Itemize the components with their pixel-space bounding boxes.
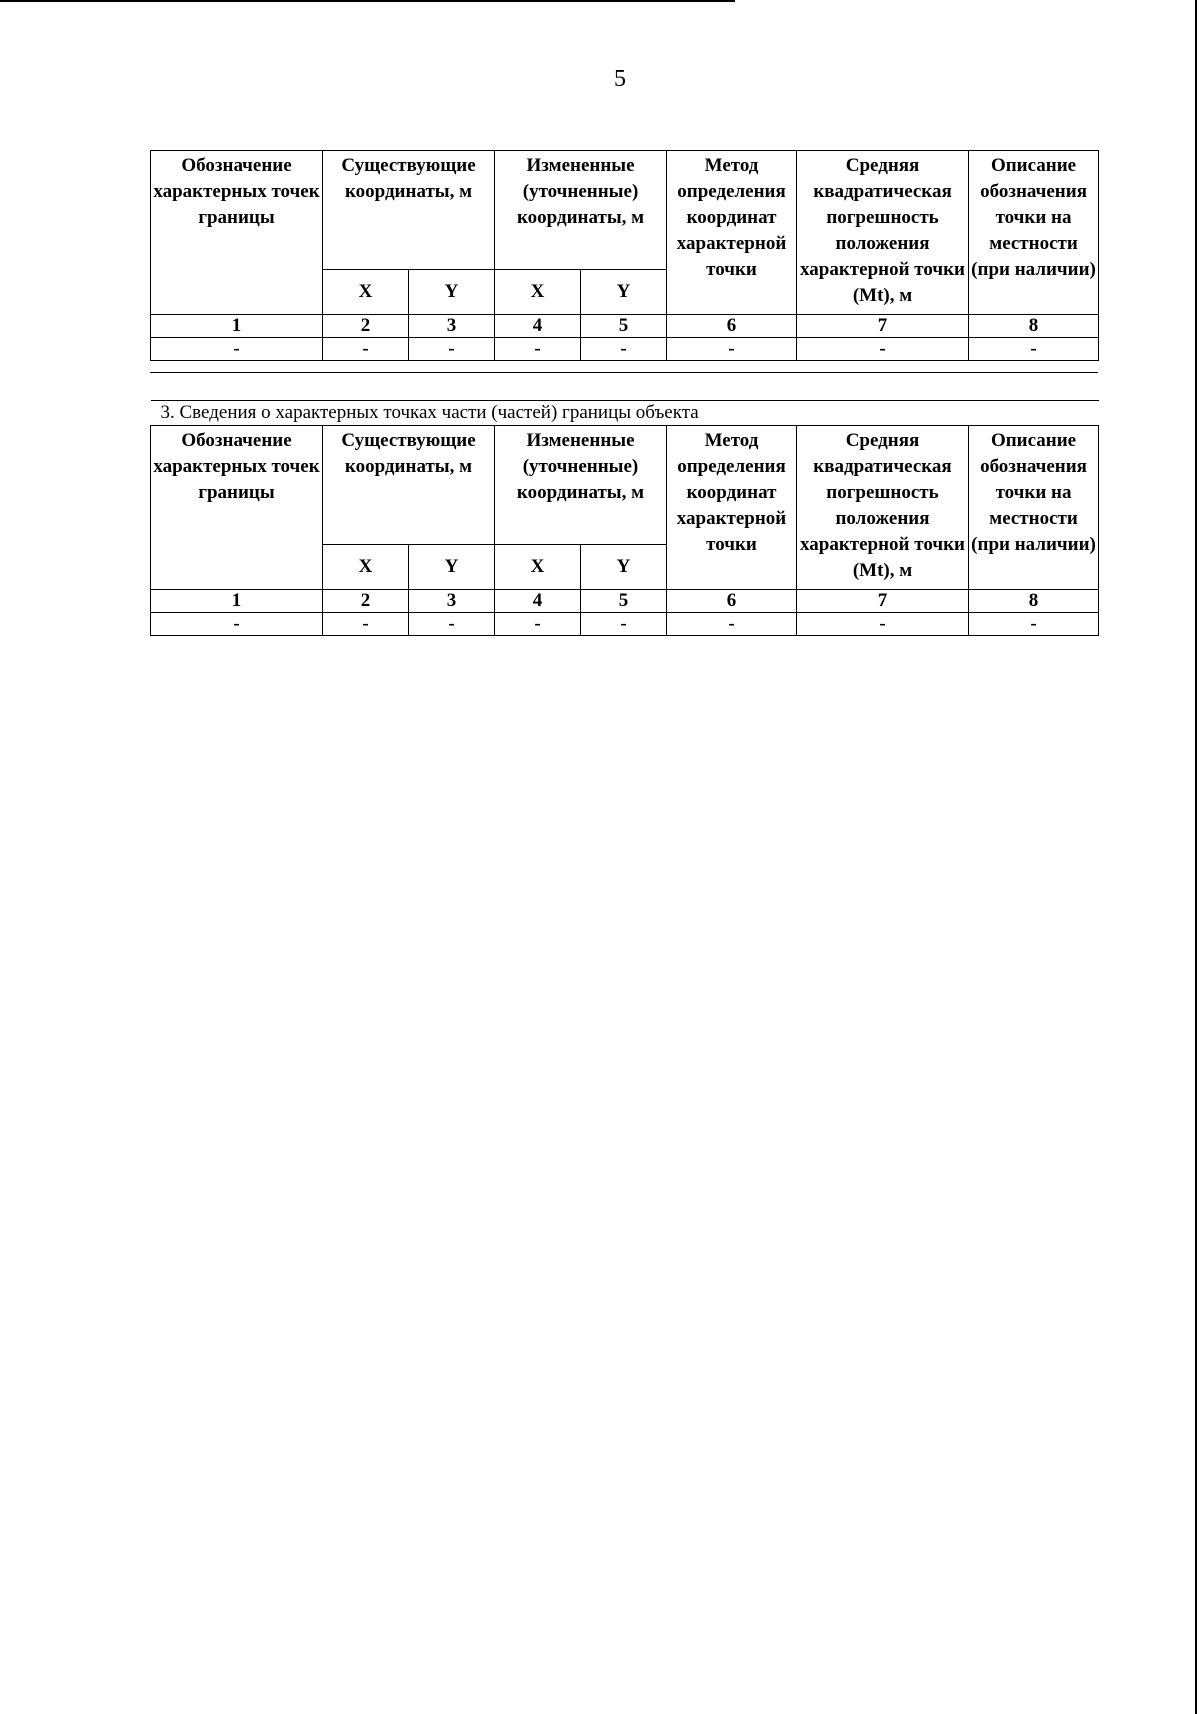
column-number: 7 (797, 315, 969, 338)
column-number: 8 (969, 315, 1099, 338)
header-y: Y (409, 270, 495, 315)
column-number: 4 (495, 315, 581, 338)
column-number: 5 (581, 590, 667, 613)
frame-right-line (1195, 0, 1197, 1714)
page-number: 5 (614, 66, 626, 92)
header-method: Метод определения координат характерной точки (667, 151, 797, 315)
table-cell: - (667, 338, 797, 361)
table-cell: - (495, 613, 581, 636)
table-cell: - (667, 613, 797, 636)
header-changed-coords: Измененные (уточненные) координаты, м (495, 426, 667, 545)
column-number: 2 (323, 590, 409, 613)
part-boundary-points-table (150, 400, 1099, 636)
column-number: 7 (797, 590, 969, 613)
header-y: Y (409, 545, 495, 590)
header-error: Средняя квадратическая погрешность положения характерной точки (Mt), м (797, 151, 969, 315)
column-number: 1 (151, 590, 323, 613)
header-error: Средняя квадратическая погрешность положения характерной точки (Mt), м (797, 426, 969, 590)
table-cell: - (495, 338, 581, 361)
column-number-row (151, 590, 1099, 613)
table-cell: - (323, 613, 409, 636)
frame-top-line (0, 0, 735, 2)
header-changed-coords: Измененные (уточненные) координаты, м (495, 151, 667, 270)
header-existing-coords: Существующие координаты, м (323, 151, 495, 270)
header-x: X (495, 270, 581, 315)
table-cell: - (797, 613, 969, 636)
header-x: X (323, 270, 409, 315)
header-point-designation: Обозначение характерных точек границы (151, 151, 323, 315)
table-row (151, 338, 1099, 361)
column-number: 3 (409, 590, 495, 613)
column-number: 2 (323, 315, 409, 338)
table-cell: - (969, 613, 1099, 636)
header-y: Y (581, 545, 667, 590)
header-description: Описание обозначения точки на местности (при наличии) (969, 426, 1099, 590)
column-number: 8 (969, 590, 1099, 613)
header-existing-coords: Существующие координаты, м (323, 426, 495, 545)
column-number: 1 (151, 315, 323, 338)
table-cell: - (581, 338, 667, 361)
header-point-designation: Обозначение характерных точек границы (151, 426, 323, 590)
table-cell: - (409, 613, 495, 636)
separator-line (150, 372, 1098, 373)
header-row (151, 426, 1099, 545)
column-number: 5 (581, 315, 667, 338)
header-row (151, 151, 1099, 270)
header-x: X (323, 545, 409, 590)
boundary-points-table (150, 150, 1099, 361)
column-number: 6 (667, 590, 797, 613)
table-cell: - (323, 338, 409, 361)
section-title-row (151, 401, 1099, 426)
table-cell: - (581, 613, 667, 636)
table-cell: - (151, 338, 323, 361)
header-x: X (495, 545, 581, 590)
table-row (151, 613, 1099, 636)
table-cell: - (969, 338, 1099, 361)
header-y: Y (581, 270, 667, 315)
column-number-row (151, 315, 1099, 338)
header-description: Описание обозначения точки на местности (при наличии) (969, 151, 1099, 315)
column-number: 6 (667, 315, 797, 338)
table-cell: - (151, 613, 323, 636)
column-number: 4 (495, 590, 581, 613)
section-title: 3. Сведения о характерных точках части (частей) границы объекта (151, 401, 1099, 426)
table-cell: - (409, 338, 495, 361)
table-cell: - (797, 338, 969, 361)
header-method: Метод определения координат характерной точки (667, 426, 797, 590)
column-number: 3 (409, 315, 495, 338)
